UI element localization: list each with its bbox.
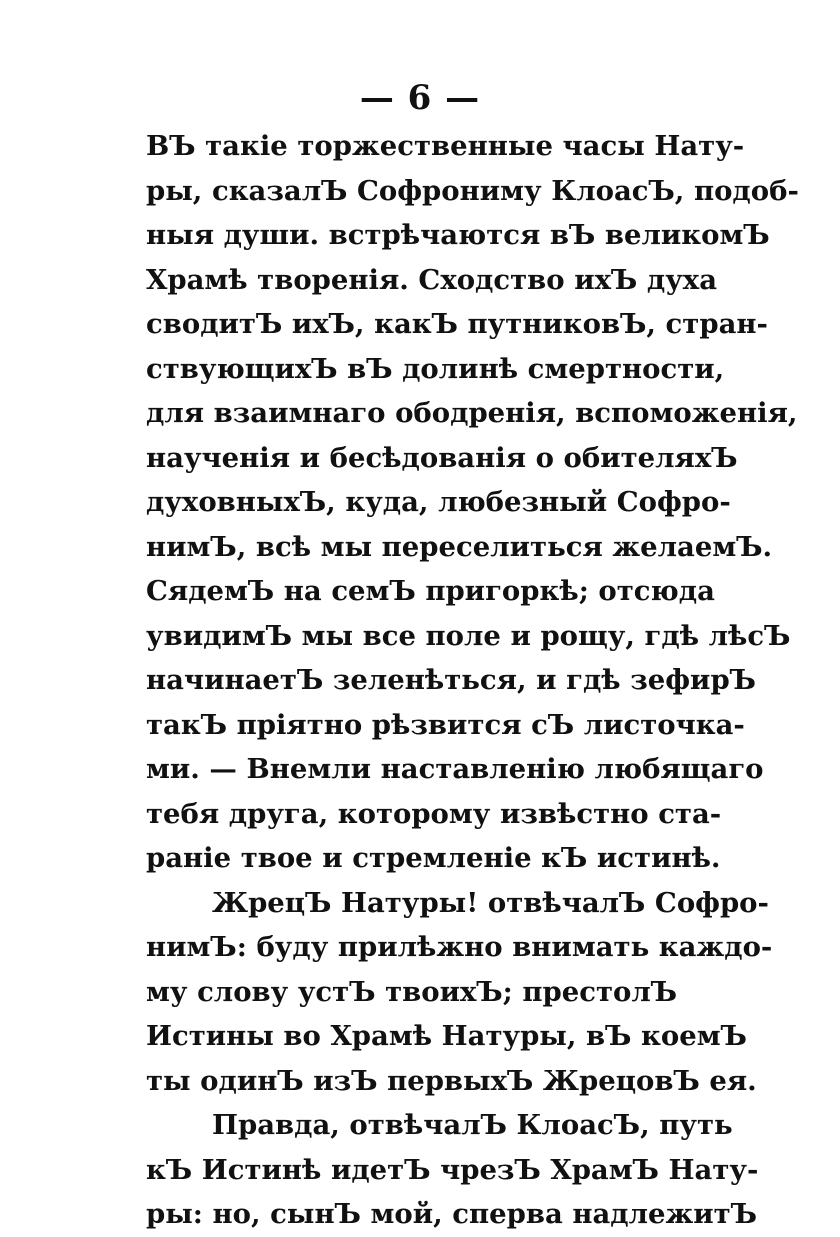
text-line: му слову устЪ твоихЪ; престолЪ xyxy=(146,975,678,1008)
text-line: начинаетЪ зеленѣться, и гдѣ зефирЪ xyxy=(146,664,756,696)
text-line: ми. — Внемли наставленію любящаго xyxy=(146,753,764,785)
text-line: нимЪ: буду прилѣжно внимать каждо- xyxy=(146,931,773,963)
text-line: тебя друга, которому извѣстно ста- xyxy=(146,797,722,830)
text-line: увидимЪ мы все поле и рощу, гдѣ лѣсЪ xyxy=(146,619,791,652)
text-line: духовныхЪ, куда, любезный Софро- xyxy=(146,486,731,518)
text-line: ры: но, сынЪ мой, сперва надлежитЪ xyxy=(146,1198,758,1230)
paragraph-1 xyxy=(146,124,799,881)
paragraph-3 xyxy=(146,1103,759,1237)
text-line: раніе твое и стремленіе кЪ истинѣ. xyxy=(146,842,721,874)
text-line: сводитЪ ихЪ, какЪ путниковЪ, стран- xyxy=(146,308,768,340)
text-line: нимЪ, всѣ мы переселиться желаемЪ. xyxy=(146,530,773,563)
text-line: кЪ Истинѣ идетЪ чрезЪ ХрамЪ Нату- xyxy=(146,1153,759,1186)
text-line: ныя души. встрѣчаются вЪ великомЪ xyxy=(146,219,770,251)
text-line: ВЪ такіе торжественные часы Нату- xyxy=(146,130,745,162)
text-line: ты одинЪ изЪ первыхЪ ЖрецовЪ ея. xyxy=(146,1064,757,1097)
text-line: для взаимнаго ободренія, вспоможенія, xyxy=(146,397,798,429)
page-number: — 6 — xyxy=(359,78,481,118)
text-line: наученія и бесѣдованія о обителяхЪ xyxy=(146,441,738,474)
text-line: СядемЪ на семЪ пригоркѣ; отсюда xyxy=(146,575,715,607)
text-line: Истины во Храмѣ Натуры, вЪ коемЪ xyxy=(146,1020,747,1052)
text-line: ры, сказалЪ Софрониму КлоасЪ, подоб- xyxy=(146,174,799,207)
text-line: такЪ пріятно рѣзвится сЪ листочка- xyxy=(146,708,745,741)
text-line: Храмѣ творенія. Сходство ихЪ духа xyxy=(146,263,718,296)
text-line: ствующихЪ вЪ долинѣ смертности, xyxy=(146,352,725,385)
paragraph-2 xyxy=(146,881,773,1104)
text-line: Правда, отвѣчалЪ КлоасЪ, путь xyxy=(212,1109,733,1141)
text-line: ЖрецЪ Натуры! отвѣчалЪ Софро- xyxy=(212,886,769,919)
body-text xyxy=(146,124,799,1237)
